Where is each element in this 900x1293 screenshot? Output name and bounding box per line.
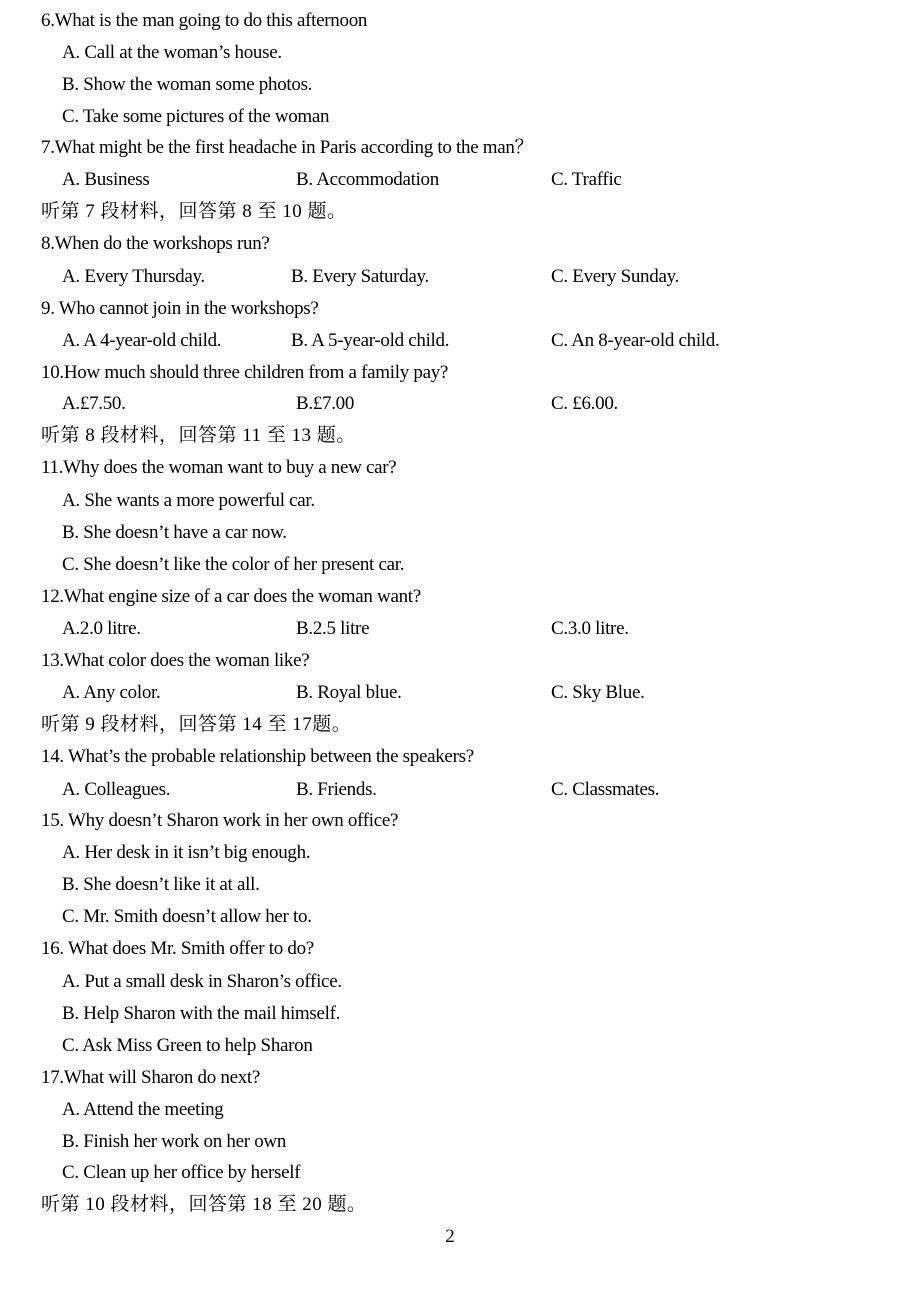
option-9b: B. A 5-year-old child.: [291, 330, 450, 351]
option-9a: A. A 4-year-old child.: [62, 330, 222, 351]
option-7a: A. Business: [62, 169, 150, 190]
question-7: 7.What might be the first headache in Paris according to the man？: [41, 137, 534, 158]
options-row-13: [0, 677, 900, 709]
option-17c: C. Clean up her office by herself: [62, 1162, 301, 1183]
option-14b: B. Friends.: [296, 779, 377, 800]
section-heading-8: 听第 8 段材料，回答第 11 至 13 题。: [41, 425, 356, 446]
question-10: 10.How much should three children from a family pay?: [41, 362, 449, 383]
option-7b: B. Accommodation: [296, 169, 439, 190]
question-11: 11.Why does the woman want to buy a new car?: [41, 457, 397, 478]
question-13: 13.What color does the woman like?: [41, 650, 310, 671]
option-15a: A. Her desk in it isn’t big enough.: [62, 842, 311, 863]
option-7c: C. Traffic: [551, 169, 622, 190]
section-heading-9: 听第 9 段材料，回答第 14 至 17题。: [41, 714, 352, 735]
section-heading-10: 听第 10 段材料，回答第 18 至 20 题。: [41, 1194, 367, 1215]
question-9: 9. Who cannot join in the workshops?: [41, 298, 319, 319]
option-15c: C. Mr. Smith doesn’t allow her to.: [62, 906, 312, 927]
option-14a: A. Colleagues.: [62, 779, 171, 800]
option-16b: B. Help Sharon with the mail himself.: [62, 1003, 341, 1024]
option-12a: A.2.0 litre.: [62, 618, 141, 639]
option-10b: B.£7.00: [296, 393, 355, 414]
option-8b: B. Every Saturday.: [291, 266, 429, 287]
options-row-7: [0, 164, 900, 196]
options-row-9: [0, 325, 900, 357]
question-17: 17.What will Sharon do next?: [41, 1067, 261, 1088]
option-6b: B. Show the woman some photos.: [62, 74, 313, 95]
option-9c: C. An 8-year-old child.: [551, 330, 720, 351]
options-row-14: [0, 774, 900, 806]
option-17a: A. Attend the meeting: [62, 1099, 224, 1120]
option-6a: A. Call at the woman’s house.: [62, 42, 282, 63]
option-10c: C. £6.00.: [551, 393, 618, 414]
question-8: 8.When do the workshops run?: [41, 233, 270, 254]
option-8a: A. Every Thursday.: [62, 266, 205, 287]
section-heading-7: 听第 7 段材料，回答第 8 至 10 题。: [41, 201, 347, 222]
question-6: 6.What is the man going to do this afternoon: [41, 10, 368, 31]
question-12: 12.What engine size of a car does the woman want?: [41, 586, 421, 607]
question-15: 15. Why doesn’t Sharon work in her own office?: [41, 810, 399, 831]
options-row-12: [0, 613, 900, 645]
options-row-10: [0, 388, 900, 420]
option-14c: C. Classmates.: [551, 779, 660, 800]
option-13a: A. Any color.: [62, 682, 161, 703]
option-17b: B. Finish her work on her own: [62, 1131, 287, 1152]
options-row-8: [0, 261, 900, 293]
question-16: 16. What does Mr. Smith offer to do?: [41, 938, 314, 959]
option-8c: C. Every Sunday.: [551, 266, 680, 287]
option-15b: B. She doesn’t like it at all.: [62, 874, 260, 895]
option-11b: B. She doesn’t have a car now.: [62, 522, 287, 543]
option-16a: A. Put a small desk in Sharon’s office.: [62, 971, 342, 992]
option-11a: A. She wants a more powerful car.: [62, 490, 315, 511]
question-14: 14. What’s the probable relationship between the speakers?: [41, 746, 474, 767]
option-13b: B. Royal blue.: [296, 682, 402, 703]
option-11c: C. She doesn’t like the color of her present car.: [62, 554, 405, 575]
option-16c: C. Ask Miss Green to help Sharon: [62, 1035, 313, 1056]
option-10a: A.£7.50.: [62, 393, 126, 414]
option-12b: B.2.5 litre: [296, 618, 370, 639]
page-number: 2: [445, 1226, 455, 1247]
option-6c: C. Take some pictures of the woman: [62, 106, 330, 127]
option-13c: C. Sky Blue.: [551, 682, 645, 703]
option-12c: C.3.0 litre.: [551, 618, 629, 639]
